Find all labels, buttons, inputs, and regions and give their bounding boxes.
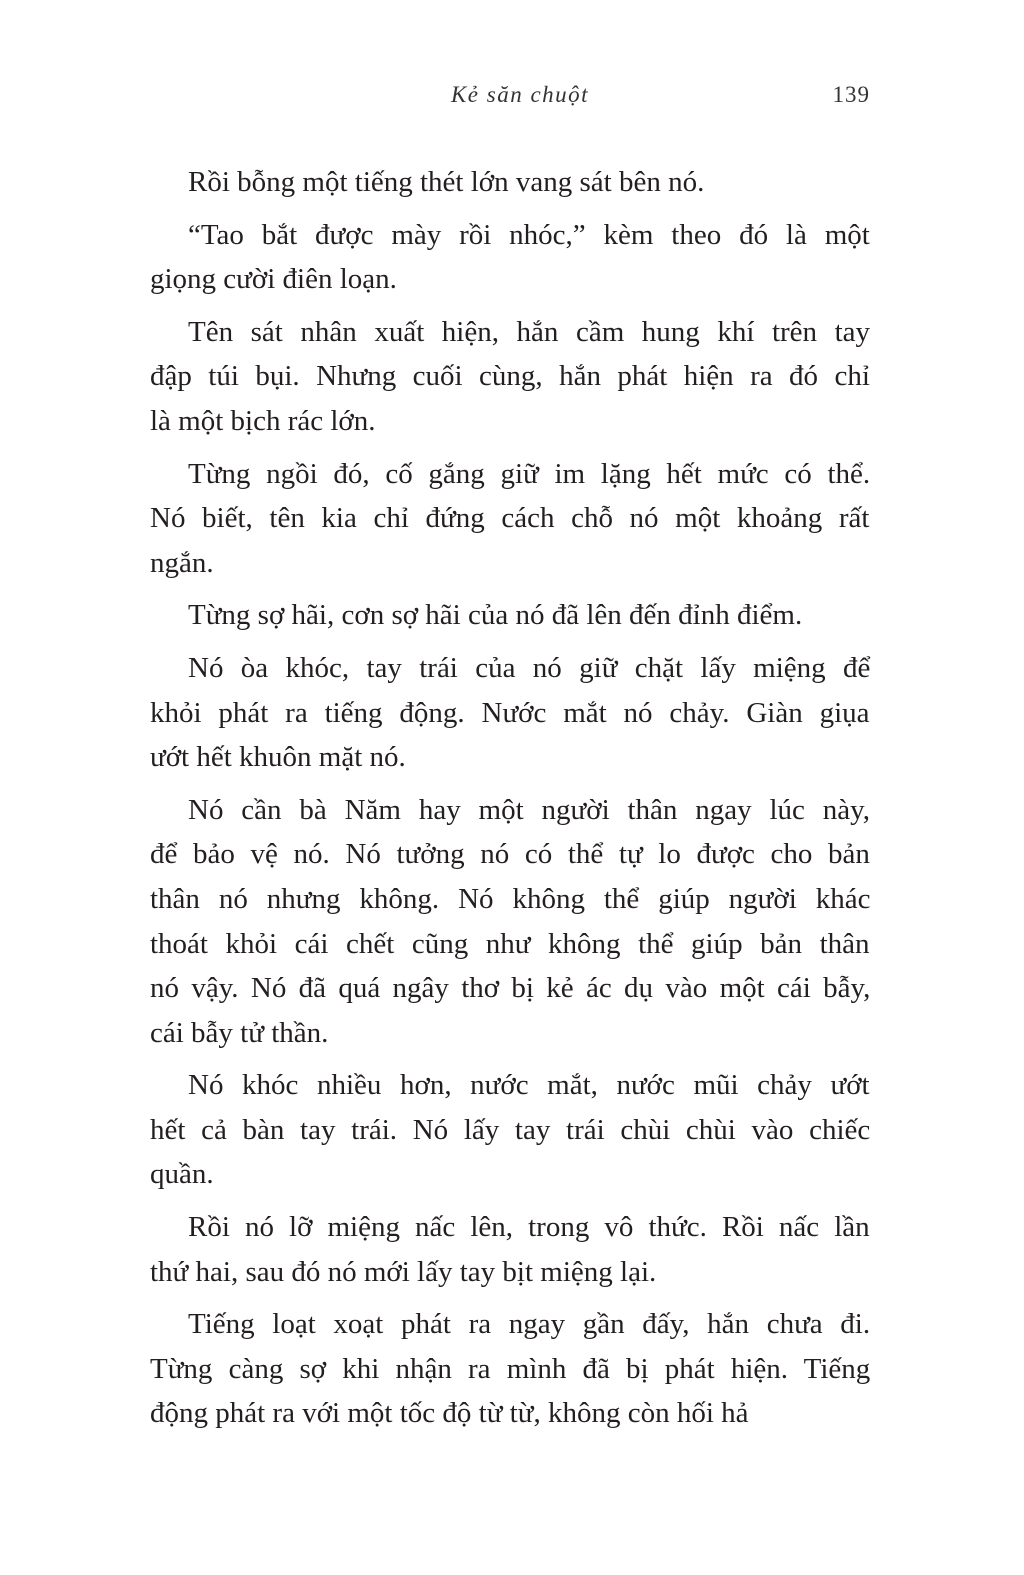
page-header (150, 80, 870, 114)
text-line: Rồi nó lỡ miệng nấc lên, trong vô thức. Rồi nấc lần (188, 1211, 870, 1244)
running-title: Kẻ săn chuột (450, 82, 590, 107)
page-body (150, 160, 870, 1444)
text-line: cái bẫy tử thần. (150, 1016, 329, 1049)
text-line: động phát ra với một tốc độ từ từ, không còn hối hả (150, 1397, 749, 1430)
text-line: Tên sát nhân xuất hiện, hắn cầm hung khí trên tay (188, 315, 871, 348)
paragraph (150, 593, 870, 638)
text-line: “Tao bắt được mày rồi nhóc,” kèm theo đó là một (188, 218, 870, 251)
text-line: khỏi phát ra tiếng động. Nước mắt nó chảy. Giàn giụa (150, 696, 870, 729)
text-line: Nó òa khóc, tay trái của nó giữ chặt lấy miệng để (188, 651, 871, 684)
text-line: Nó cần bà Năm hay một người thân ngay lúc này, (188, 793, 870, 826)
page-number: 139 (832, 82, 870, 107)
text-line: ngắn. (150, 546, 214, 579)
text-line: thoát khỏi cái chết cũng như không thể giúp bản thân (150, 927, 870, 960)
text-line: Từng ngồi đó, cố gắng giữ im lặng hết mức có thể. (188, 457, 871, 490)
text-line: ướt hết khuôn mặt nó. (150, 741, 406, 774)
text-line: hết cả bàn tay trái. Nó lấy tay trái chùi chùi vào chiếc (150, 1113, 871, 1146)
text-line: quần. (150, 1158, 214, 1191)
text-line: nó vậy. Nó đã quá ngây thơ bị kẻ ác dụ vào một cái bẫy, (150, 972, 871, 1005)
text-line: là một bịch rác lớn. (150, 404, 376, 437)
paragraph (150, 213, 870, 302)
text-line: Tiếng loạt xoạt phát ra ngay gần đấy, hắn chưa đi. (188, 1308, 871, 1341)
text-line: thứ hai, sau đó nó mới lấy tay bịt miệng lại. (150, 1255, 657, 1288)
text-line: Từng sợ hãi, cơn sợ hãi của nó đã lên đến đỉnh điểm. (188, 599, 803, 632)
text-line: Rồi bỗng một tiếng thét lớn vang sát bên nó. (188, 166, 705, 198)
paragraph (150, 310, 870, 444)
paragraph (150, 160, 870, 205)
text-line: Từng càng sợ khi nhận ra mình đã bị phát hiện. Tiếng (150, 1352, 871, 1385)
paragraph (150, 646, 870, 780)
text-line: Nó biết, tên kia chỉ đứng cách chỗ nó một khoảng rất (150, 502, 870, 535)
paragraph (150, 452, 870, 586)
paragraph (150, 1063, 870, 1197)
text-line: đập túi bụi. Nhưng cuối cùng, hắn phát hiện ra đó chỉ (150, 360, 870, 393)
paragraph (150, 1205, 870, 1294)
paragraph (150, 1302, 870, 1436)
text-line: Nó khóc nhiều hơn, nước mắt, nước mũi chảy ướt (188, 1069, 870, 1102)
paragraph (150, 788, 870, 1056)
text-line: để bảo vệ nó. Nó tưởng nó có thể tự lo được cho bản (150, 838, 870, 871)
text-line: thân nó nhưng không. Nó không thể giúp người khác (150, 882, 871, 915)
text-line: giọng cười điên loạn. (150, 263, 397, 296)
